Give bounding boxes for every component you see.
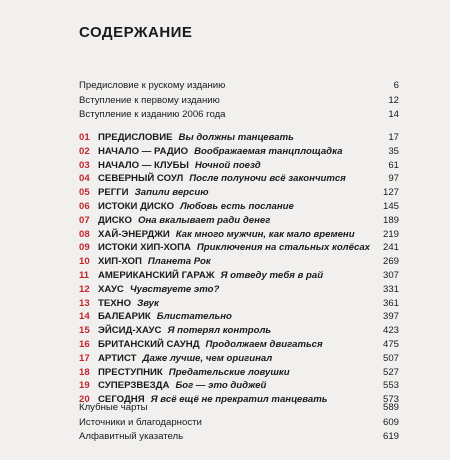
chapter-number: 07 [79, 214, 90, 226]
chapter-subtitle: Она вкалывает ради денег [137, 214, 271, 226]
chapter-title: ПРЕСТУПНИК [98, 366, 163, 378]
chapter-title: ИСТОКИ ДИСКО [98, 200, 175, 212]
chapter-heading [98, 269, 323, 283]
chapter-entry [79, 172, 399, 186]
chapter-entry [79, 366, 399, 380]
chapter-entry [79, 338, 399, 352]
chapter-heading [98, 228, 355, 242]
chapter-heading [98, 145, 342, 159]
chapter-entry [79, 269, 399, 283]
chapter-page-number: 573 [382, 394, 399, 406]
chapter-subtitle: Предательские ловушки [168, 366, 290, 378]
chapter-heading [98, 310, 232, 324]
entry-label: Вступление к первому изданию [79, 94, 220, 106]
chapter-number: 10 [79, 256, 90, 268]
entry-page-number: 619 [382, 431, 399, 443]
chapter-page-number: 145 [382, 200, 399, 212]
toc-entry [79, 94, 399, 109]
chapter-title: ХАЙ-ЭНЕРДЖИ [98, 228, 170, 240]
chapter-number: 19 [79, 380, 90, 392]
chapter-entry [79, 159, 399, 173]
chapter-entry [79, 324, 399, 338]
chapter-title: ТЕХНО [98, 297, 132, 309]
chapter-list [79, 131, 399, 407]
chapter-number: 17 [79, 352, 90, 364]
chapter-page-number: 331 [382, 283, 399, 295]
chapter-subtitle: Я всё ещё не прекратил танцевать [150, 394, 328, 406]
chapter-title: ПРЕДИСЛОВИЕ [98, 132, 173, 143]
chapter-number: 03 [79, 159, 90, 171]
entry-page-number: 609 [382, 416, 399, 428]
chapter-number: 20 [79, 394, 90, 406]
chapter-number: 06 [79, 200, 90, 212]
chapter-subtitle: Ночной поезд [194, 159, 261, 171]
chapter-subtitle: Я потерял контроль [167, 325, 272, 337]
chapter-subtitle: Вы должны танцевать [178, 132, 294, 143]
chapter-page-number: 241 [382, 242, 399, 254]
chapter-number: 11 [79, 269, 90, 281]
chapter-page-number: 61 [388, 159, 399, 171]
chapter-page-number: 189 [382, 214, 399, 226]
chapter-title: ДИСКО [98, 214, 132, 226]
chapter-number: 09 [79, 242, 90, 254]
chapter-page-number: 553 [382, 380, 399, 392]
chapter-page-number: 507 [382, 352, 399, 364]
chapter-number: 18 [79, 366, 90, 378]
page-title: СОДЕРЖАНИЕ [79, 24, 193, 41]
chapter-title: ЭЙСИД-ХАУС [98, 325, 162, 337]
chapter-subtitle: Я отведу тебя в рай [220, 269, 324, 281]
chapter-heading [98, 159, 261, 173]
chapter-number: 15 [79, 325, 90, 337]
chapter-heading [98, 172, 346, 186]
chapter-page-number: 219 [382, 228, 399, 240]
chapter-page-number: 361 [382, 297, 399, 309]
chapter-subtitle: Любовь есть послание [180, 200, 294, 212]
chapter-entry [79, 200, 399, 214]
entry-page-number: 14 [388, 109, 399, 121]
chapter-subtitle: Планета Рок [147, 256, 211, 268]
chapter-page-number: 17 [388, 132, 399, 143]
chapter-subtitle: Продолжаем двигаться [205, 338, 323, 350]
chapter-title: ХАУС [98, 283, 124, 295]
chapter-page-number: 127 [382, 187, 399, 199]
chapter-page-number: 423 [382, 325, 399, 337]
chapter-subtitle: Как много мужчин, как мало времени [175, 228, 355, 240]
chapter-heading [98, 297, 159, 311]
chapter-number: 05 [79, 187, 90, 199]
chapter-title: НАЧАЛО — РАДИО [98, 145, 189, 157]
chapter-page-number: 527 [382, 366, 399, 378]
chapter-page-number: 269 [382, 256, 399, 268]
chapter-heading [98, 214, 270, 228]
entry-label: Вступление к изданию 2006 года [79, 109, 226, 121]
chapter-number: 01 [79, 132, 90, 143]
chapter-title: АРТИСТ [98, 352, 137, 364]
chapter-number: 16 [79, 338, 90, 350]
chapter-number: 12 [79, 283, 90, 295]
entry-page-number: 589 [382, 402, 399, 413]
chapter-title: БАЛЕАРИК [98, 311, 151, 323]
front-matter-list [79, 79, 399, 123]
chapter-heading [98, 131, 294, 145]
chapter-heading [98, 338, 323, 352]
toc-entry [79, 79, 399, 94]
chapter-entry [79, 186, 399, 200]
chapter-subtitle: Бог — это диджей [175, 380, 267, 392]
chapter-subtitle: Чувствуете это? [129, 283, 220, 295]
chapter-title: СУПЕРЗВЕЗДА [98, 380, 170, 392]
chapter-title: АМЕРИКАНСКИЙ ГАРАЖ [98, 269, 215, 281]
chapter-number: 02 [79, 145, 90, 157]
chapter-title: НАЧАЛО — КЛУБЫ [98, 159, 189, 171]
chapter-page-number: 475 [382, 338, 399, 350]
chapter-subtitle: Запили версию [134, 187, 209, 199]
chapter-number: 14 [79, 311, 90, 323]
chapter-entry [79, 241, 399, 255]
chapter-heading [98, 283, 219, 297]
chapter-entry [79, 145, 399, 159]
back-matter-list [79, 401, 399, 445]
chapter-heading [98, 241, 370, 255]
chapter-entry [79, 255, 399, 269]
chapter-heading [98, 379, 266, 393]
chapter-heading [98, 324, 271, 338]
toc-entry [79, 430, 399, 445]
chapter-page-number: 307 [382, 269, 399, 281]
entry-page-number: 12 [388, 94, 399, 106]
chapter-subtitle: Блистательно [156, 311, 232, 323]
chapter-number: 08 [79, 228, 90, 240]
toc-entry [79, 108, 399, 123]
chapter-title: ИСТОКИ ХИП-ХОПА [98, 242, 191, 254]
chapter-number: 13 [79, 297, 90, 309]
chapter-heading [98, 352, 272, 366]
chapter-entry [79, 379, 399, 393]
chapter-title: СЕГОДНЯ [98, 394, 145, 406]
chapter-entry [79, 310, 399, 324]
chapter-subtitle: После полуночи всё закончится [189, 173, 346, 185]
toc-entry [79, 401, 399, 416]
chapter-entry [79, 131, 399, 145]
chapter-entry [79, 297, 399, 311]
chapter-heading [98, 255, 211, 269]
chapter-title: СЕВЕРНЫЙ СОУЛ [98, 173, 184, 185]
chapter-page-number: 97 [388, 173, 399, 185]
chapter-subtitle: Даже лучше, чем оригинал [142, 352, 273, 364]
chapter-entry [79, 283, 399, 297]
chapter-page-number: 397 [382, 311, 399, 323]
chapter-entry [79, 352, 399, 366]
chapter-heading [98, 200, 294, 214]
chapter-heading [98, 366, 290, 380]
entry-label: Предисловие к рускому изданию [79, 80, 226, 91]
chapter-subtitle: Звук [137, 297, 159, 309]
toc-entry [79, 416, 399, 431]
entry-label: Алфавитный указатель [79, 431, 184, 443]
entry-page-number: 6 [393, 80, 399, 91]
chapter-subtitle: Приключения на стальных колёсах [196, 242, 370, 254]
chapter-number: 04 [79, 173, 90, 185]
chapter-title: ХИП-ХОП [98, 256, 142, 268]
chapter-entry [79, 214, 399, 228]
chapter-entry [79, 228, 399, 242]
chapter-title: РЕГГИ [98, 187, 129, 199]
chapter-title: БРИТАНСКИЙ САУНД [98, 338, 200, 350]
entry-label: Источники и благодарности [79, 416, 202, 428]
chapter-subtitle: Воображаемая танцплощадка [194, 145, 343, 157]
chapter-heading [98, 186, 209, 200]
entry-label: Клубные чарты [79, 402, 148, 413]
chapter-page-number: 35 [388, 145, 399, 157]
